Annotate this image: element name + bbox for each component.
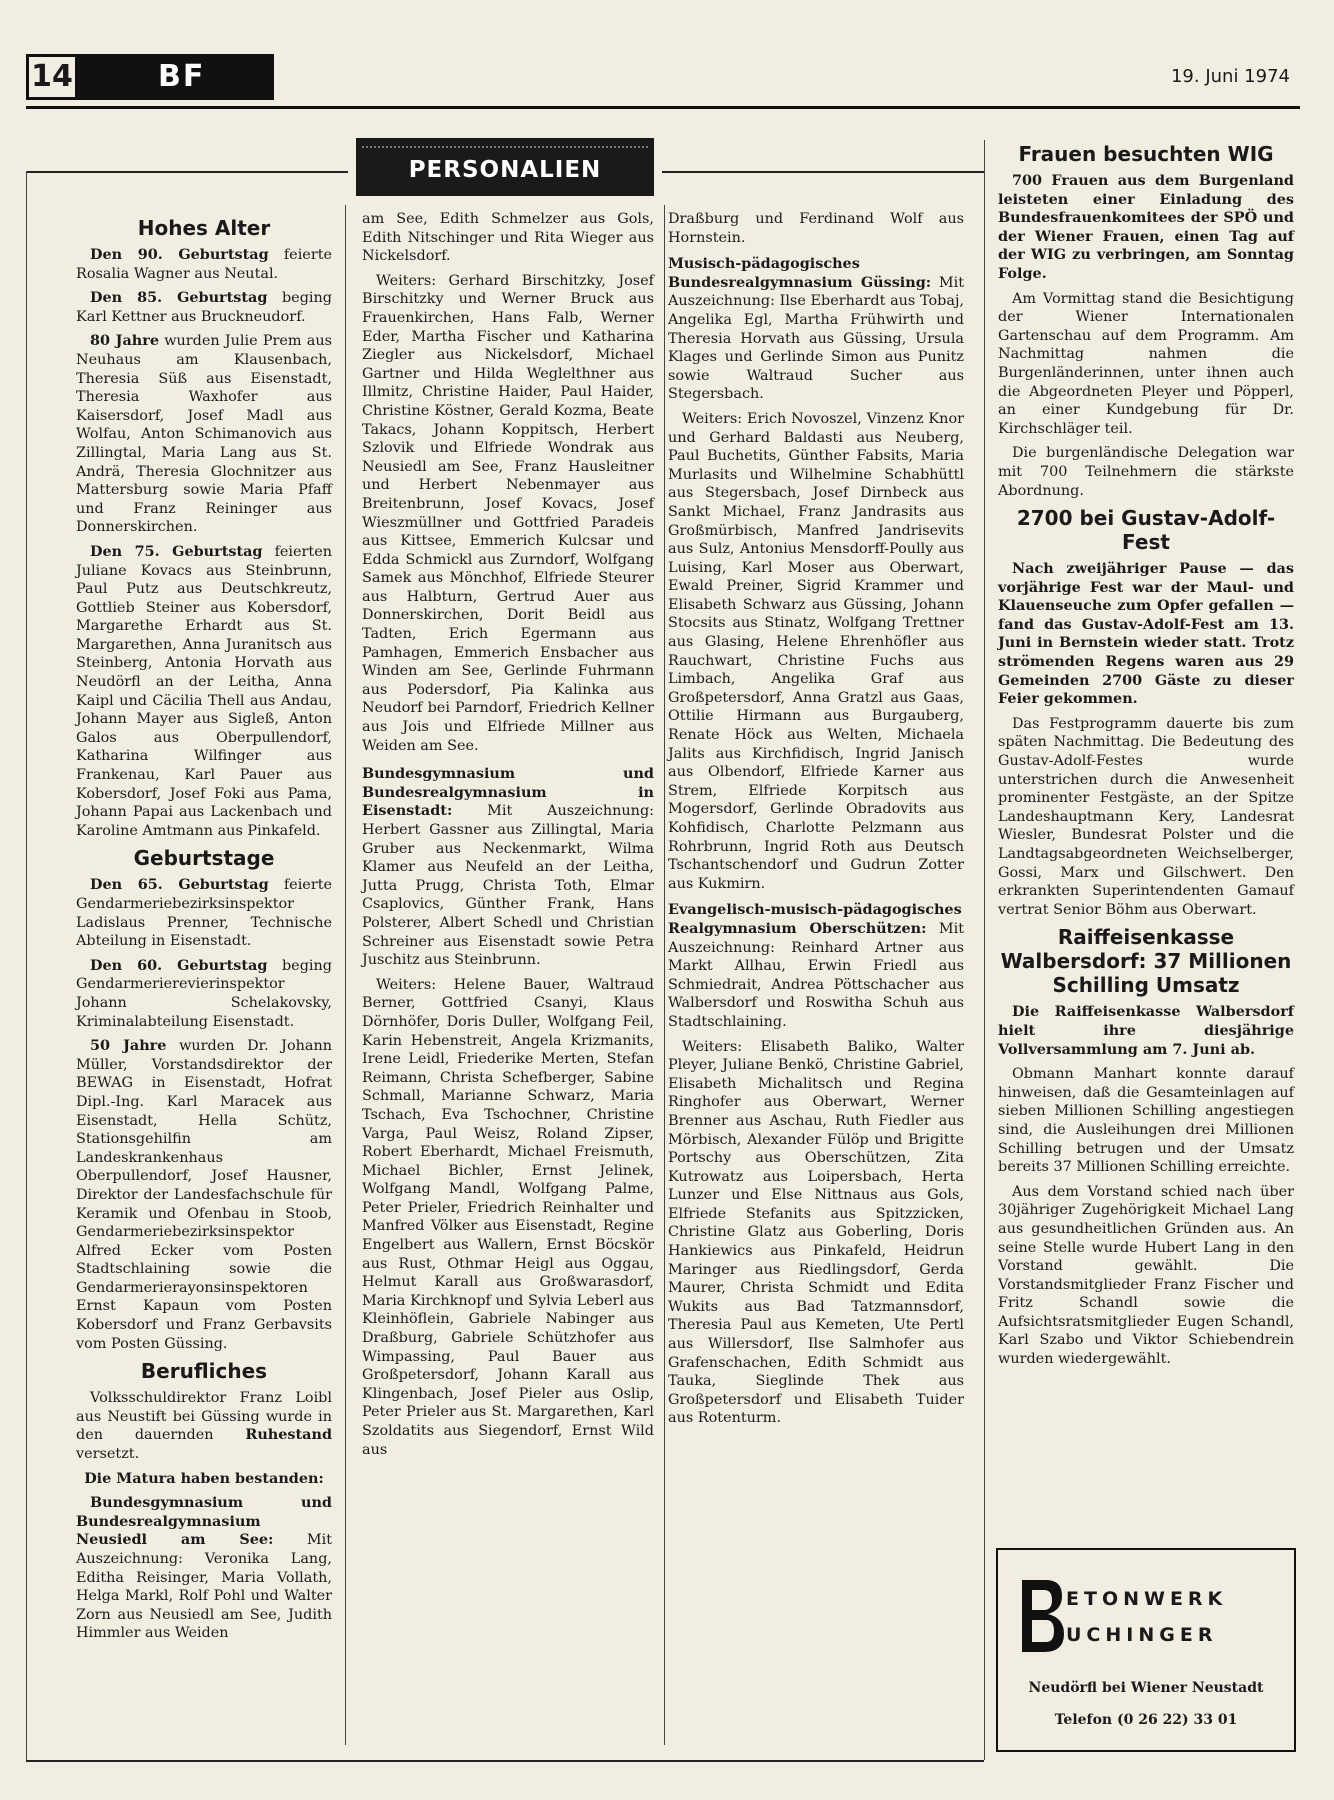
paragraph: wurden Dr. Johann Müller, Vorstandsdirektor der BEWAG in Eisenstadt, Hofrat Dipl.-Ing. Karl Maracek aus Eisenstadt, Hella Schütz, Stationsgehilfin am Landeskrankenhaus Oberpullendorf, Josef Hausner, Direktor der Landesfachschule für Keramik und Ofenbau in Stoob, Gendarmeriebezirksinspektor Alfred Ecker vom Posten Stadtschlaining sowie die Gendarmerierayonsinspektoren Ernst Kapaun vom Posten Kobersdorf und Franz Gerbavsits vom Posten Güssing. [76,1038,333,1352]
lead-text: Den 75. Geburtstag [90,542,263,560]
lead-paragraph: 700 Frauen aus dem Burgenland leisteten einer Einladung des Bundesfrauenkomitees der SPÖ und der Wiener Frauen, einen Tag auf der WIG zu verbringen, am Sonntag Folge. [998,172,1294,282]
betonwerk-advertisement [996,1548,1296,1752]
column-rule-left [26,171,348,173]
ad-address: Neudörfl bei Wiener Neustadt [1028,1680,1264,1696]
paragraph: Mit Auszeichnung: Veronika Lang, Editha Reisinger, Maria Vollath, Helga Markl, Rolf Pohl und Walter Zorn aus Neusiedl am See, Judith Himmler aus Weiden [76,1532,332,1642]
paragraph: Weiters: Elisabeth Baliko, Walter Pleyer, Juliane Benkö, Christine Gabriel, Elisabeth Michalitsch und Regina Ringhofer aus Oberwart, Werner Brenner aus Aschau, Ruth Fiedler aus Mörbisch, Alexander Fülöp und Brigitte Portschy aus Oberschützen, Zita Kutrowatz aus Loipersbach, Herta Lunzer und Else Nittnaus aus Gols, Elfriede Stefanits aus Spitzzicken, Christine Glatz aus Goberling, Doris Hankiewics aus Pinkafeld, Heidrun Maringer aus Riedlingsdorf, Gerda Maurer, Christa Schmidt und Edita Wukits aus Bad Tatzmannsdorf, Theresia Paul aus Kemeten, Ute Pertl aus Willersdorf, Ilse Salmhofer aus Grafenschachen, Edith Schmidt aus Tauka, Sieglinde Thek aus Großpetersdorf und Elisabeth Tuider aus Rotenturm. [668,1038,964,1427]
heading-geburtstage: Geburtstage [133,846,275,871]
bottom-rule [26,1760,984,1762]
paragraph: Obmann Manhart konnte darauf hinweisen, daß die Gesamteinlagen auf sieben Millionen Schilling angestiegen sind, die Ausleihungen drei Millionen Schilling betrugen und der Umsatz bereits 37 Millionen Schilling erreichte. [998,1066,1294,1176]
lead-text: 50 Jahre [90,1037,167,1055]
heading-berufliches: Berufliches [140,1359,268,1384]
left-border [26,171,27,1760]
lead-paragraph: Die Raiffeisenkasse Walbersdorf hielt ihre diesjährige Vollversammlung am 7. Juni ab. [998,1003,1294,1058]
school-heading: Bundesgymnasium und Bundesrealgymnasium in Eisenstadt: [362,765,654,820]
heading-raiffeisen: Raiffeisenkasse Walbersdorf: 37 Millionen Schilling Umsatz [1000,925,1292,998]
column-divider-2 [664,205,665,1745]
paragraph: beging Gendarmerierevierinspektor Johann Schelakovsky, Kriminalabteilung Eisenstadt. [76,957,332,1030]
heading-wig: Frauen besuchten WIG [1018,142,1274,166]
column-4 [998,136,1294,1375]
paragraph: feierten Juliane Kovacs aus Steinbrunn, Paul Putz aus Deutschkreutz, Gottlieb Steiner aus Kobersdorf, Margarethe Erhardt aus St. Margarethen, Anna Juranitsch aus Steinberg, Antonia Horvath aus Neudörfl an der Leitha, Anna Kaipl und Cäcilia Thell aus Andau, Johann Mayer aus Sigleß, Anton Galos aus Oberpullendorf, Katharina Wilfinger aus Frankenau, Karl Pauer aus Kobersdorf, Josef Foki aus Pama, Johann Papai aus Lackenbach und Karoline Amtmann aus Pinkafeld. [76,543,332,839]
paragraph: Draßburg und Ferdinand Wolf aus Hornstein. [668,211,964,246]
column-1 [76,210,332,1649]
masthead [26,50,1300,106]
paragraph: beging Karl Kettner aus Bruckneudorf. [76,290,332,325]
column-rule-right [662,171,984,173]
ad-line-2: UCHINGER [1066,1624,1218,1646]
lead-text: Den 85. Geburtstag [90,289,268,307]
lead-text: Den 65. Geburtstag [90,876,269,894]
school-heading: Evangelisch-musisch-pädagogisches Realgymnasium Oberschützen: [668,901,962,937]
lead-text: 80 Jahre [90,332,159,350]
paragraph: Volksschuldirektor Franz Loibl aus Neustift bei Güssing wurde in den dauernden [76,1390,332,1444]
section-label: PERSONALIEN [356,138,654,196]
paragraph: Mit Auszeichnung: Reinhard Artner aus Markt Allhau, Erwin Friedl aus Schmiedrait, Andrea Pöttschacher aus Walbersdorf und Roswitha Schuh aus Stadtschlaining. [668,920,964,1030]
heading-hohes-alter: Hohes Alter [137,216,271,240]
lead-paragraph: Nach zweijähriger Pause — das vorjährige Fest war der Maul- und Klauenseuche zum Opfer gefallen — fand das Gustav-Adolf-Fest am 13. Juni in Bernstein wieder statt. Trotz strömenden Regens waren aus 29 Gemeinden 2700 Gäste zu dieser Feier gekommen. [998,560,1294,708]
paragraph: Das Festprogramm dauerte bis zum späten Nachmittag. Die Bedeutung des Gustav-Adolf-Festes wurde unterstrichen durch die Anwesenheit prominenter Festgäste, an der Spitze Landeshauptmann Kery, Landesrat Wiesler, Bundesrat Polster und die Landtagsabgeordneten Weichselberger, Gossi, Marx und Gilschwert. Den erkrankten Superintendenten Gamauf vertrat Senior Böhm aus Oberwart. [998,715,1294,918]
paragraph: Weiters: Helene Bauer, Waltraud Berner, Gottfried Csanyi, Klaus Dörnhöfer, Doris Duller, Wolfgang Feil, Karin Hebenstreit, Angela Krizmanits, Irene Leidl, Friederike Merten, Stefan Reimann, Christa Schefberger, Sabine Schmall, Marianne Schwarz, Maria Tschach, Eva Tschochner, Christine Varga, Paul Weisz, Roland Zipser, Robert Eberhardt, Michael Freismuth, Michael Bichler, Ernst Jelinek, Wolfgang Mandl, Wolfgang Palme, Peter Prieler, Friedrich Reinhalter und Manfred Völker aus Eisenstadt, Regine Engelbert aus Wallern, Ernst Böcskör aus Rust, Othmar Heigl aus Oggau, Helmut Karall aus Großwarasdorf, Maria Kirchknopf und Sylvia Leberl aus Kleinhöflein, Gabriele Nabinger aus Draßburg, Gabriele Schützhofer aus Wimpassing, Paul Bauer aus Großpetersdorf, Johann Karall aus Klingenbach, Josef Pieler aus Oslip, Peter Prieler aus St. Margarethen, Karl Szoldatits aus Siegendorf, Ernst Wild aus [362,976,654,1458]
heading-gustav-adolf: 2700 bei Gustav-Adolf-Fest [1016,506,1276,555]
ad-logo-b [1018,1576,1066,1656]
ad-line-1: ETONWERK [1066,1588,1228,1610]
paragraph: versetzt. [76,1446,140,1463]
column-3 [668,210,964,1434]
paragraph: feierte Gendarmeriebezirksinspektor Ladislaus Prenner, Technische Abteilung in Eisenstadt. [76,877,332,950]
school-heading: Bundesgymnasium und Bundesrealgymnasium Neusiedl am See: [76,1494,332,1549]
paragraph: Am Vormittag stand die Besichtigung der Wiener Internationalen Gartenschau auf dem Programm. Am Nachmittag nahmen die Burgenländerinnen, unter ihnen auch die Abgeordneten Pleyer und Pöpperl, an einer Kundgebung für Dr. Kirchschläger teil. [998,290,1294,437]
paragraph: wurden Julie Prem aus Neuhaus am Klausenbach, Theresia Süß aus Eisenstadt, Theresia Waxhofer aus Kaisersdorf, Josef Madl aus Wolfau, Anton Schimanovich aus Zillingtal, Maria Lang aus St. Andrä, Theresia Glochnitzer aus Mattersburg sowie Maria Pfaff und Franz Reininger aus Donnerskirchen. [76,333,332,536]
paragraph: Mit Auszeichnung: Herbert Gassner aus Zillingtal, Maria Gruber aus Neckenmarkt, Wilma Klamer aus Neufeld an der Leitha, Jutta Prugg, Christa Toth, Elmar Csaplovics, Günther Frank, Hans Polsterer, Albert Schedl und Christian Schreiner aus Eisenstadt sowie Petra Juschitz aus Steinbrunn. [362,803,655,969]
paragraph: feierte Rosalia Wagner aus Neutal. [76,247,332,282]
paragraph: Weiters: Gerhard Birschitzky, Josef Birschitzky und Werner Bruck aus Frauenkirchen, Hans Falb, Werner Eder, Martha Fischer und Katharina Ziegler aus Nickelsdorf, Michael Gartner und Hilda Weglelthner aus Illmitz, Christine Haider, Paul Haider, Christine Köstner, Gerald Kozma, Beate Takacs, Johann Koppitsch, Herbert Szlovik und Elfriede Wondrak aus Neusiedl am See, Franz Hausleitner und Herbert Nebenmayer aus Breitenbrunn, Josef Kovacs, Josef Wieszmüllner und Gottfried Paradeis aus Kittsee, Emmerich Kulcsar und Edda Schmickl aus Zurndorf, Wolfgang Samek aus Mönchhof, Elfriede Steurer aus Halbturn, Gertrud Auer aus Donnerskirchen, Dorit Beidl aus Tadten, Erich Egermann aus Pamhagen, Emmerich Ensbacher aus Winden am See, Gerlinde Fuhrmann aus Podersdorf, Pia Kalinka aus Neudorf bei Parndorf, Friedrich Kellner aus Jois und Elfriede Millner aus Weiden am See. [362,272,654,754]
lead-text: Den 90. Geburtstag [90,246,269,263]
paragraph: Aus dem Vorstand schied nach über 30jähriger Zugehörigkeit Michael Lang aus gesundheitlichen Gründen aus. An seine Stelle wurde Hubert Lang in den Vorstand gewählt. Die Vorstandsmitglieder Franz Fischer und Fritz Schandl sowie die Aufsichtsratsmitglieder Eugen Schandl, Karl Szabo und Viktor Schiebendrein wurden wiedergewählt. [998,1183,1294,1368]
paragraph: Mit Auszeichnung: Ilse Eberhardt aus Tobaj, Angelika Egl, Martha Frühwirth und Theresia Horvath aus Güssing, Ursula Klages und Gerlinde Simon aus Punitz sowie Waltraud Sucher aus Stegersbach. [668,274,965,403]
page-number: 14 [26,54,78,100]
matura-heading: Die Matura haben bestanden: [84,1469,324,1487]
lead-text: Den 60. Geburtstag [90,956,268,974]
issue-date: 19. Juni 1974 [1170,66,1290,87]
paragraph: Weiters: Erich Novoszel, Vinzenz Knor und Gerhard Baldasti aus Neuberg, Paul Buchetits, Günther Fabsits, Maria Murlasits und Wilhelmine Schabhüttl aus Stegersbach, Josef Dirnbeck aus Sankt Michael, Franz Jandrasits aus Großmürbisch, Manfred Jandrisevits aus Sulz, Antonius Mensdorff-Poully aus Luising, Karl Moser aus Oberwart, Ewald Preiner, Sigrid Krammer und Elisabeth Schwarz aus Güssing, Johann Stocsits aus Stinatz, Wolfgang Trettner aus Glasing, Helene Ehrenhöfler aus Rauchwart, Christine Fuchs aus Limbach, Angelika Graf aus Großpetersdorf, Anna Gratzl aus Gaas, Ottilie Hirmann aus Burgauberg, Renate Höck aus Welten, Michaela Jalits aus Kirchfidisch, Ingrid Janisch aus Olbendorf, Elfriede Karner aus Strem, Elfriede Korpitsch aus Mogersdorf, Gerlinde Obradovits aus Kohfidisch, Charlotte Pelzmann aus Rohrbrunn, Ingrid Roth aus Deutsch Tschantschendorf und Gudrun Zotter aus Kukmirn. [668,410,964,892]
section-tag: BF [78,54,274,100]
column-divider-1 [345,205,346,1745]
paragraph: am See, Edith Schmelzer aus Gols, Edith Nitschinger und Rita Wieger aus Nickelsdorf. [362,211,654,265]
column-2 [362,210,654,1465]
ad-phone: Telefon (0 26 22) 33 01 [1054,1712,1238,1728]
masthead-rule [26,106,1300,109]
bold-text: Ruhestand [245,1426,333,1444]
column-divider-3 [984,140,985,1760]
school-heading: Musisch-pädagogisches Bundesrealgymnasium Güssing: [668,255,932,291]
paragraph: Die burgenländische Delegation war mit 700 Teilnehmern die stärkste Abordnung. [998,445,1294,499]
